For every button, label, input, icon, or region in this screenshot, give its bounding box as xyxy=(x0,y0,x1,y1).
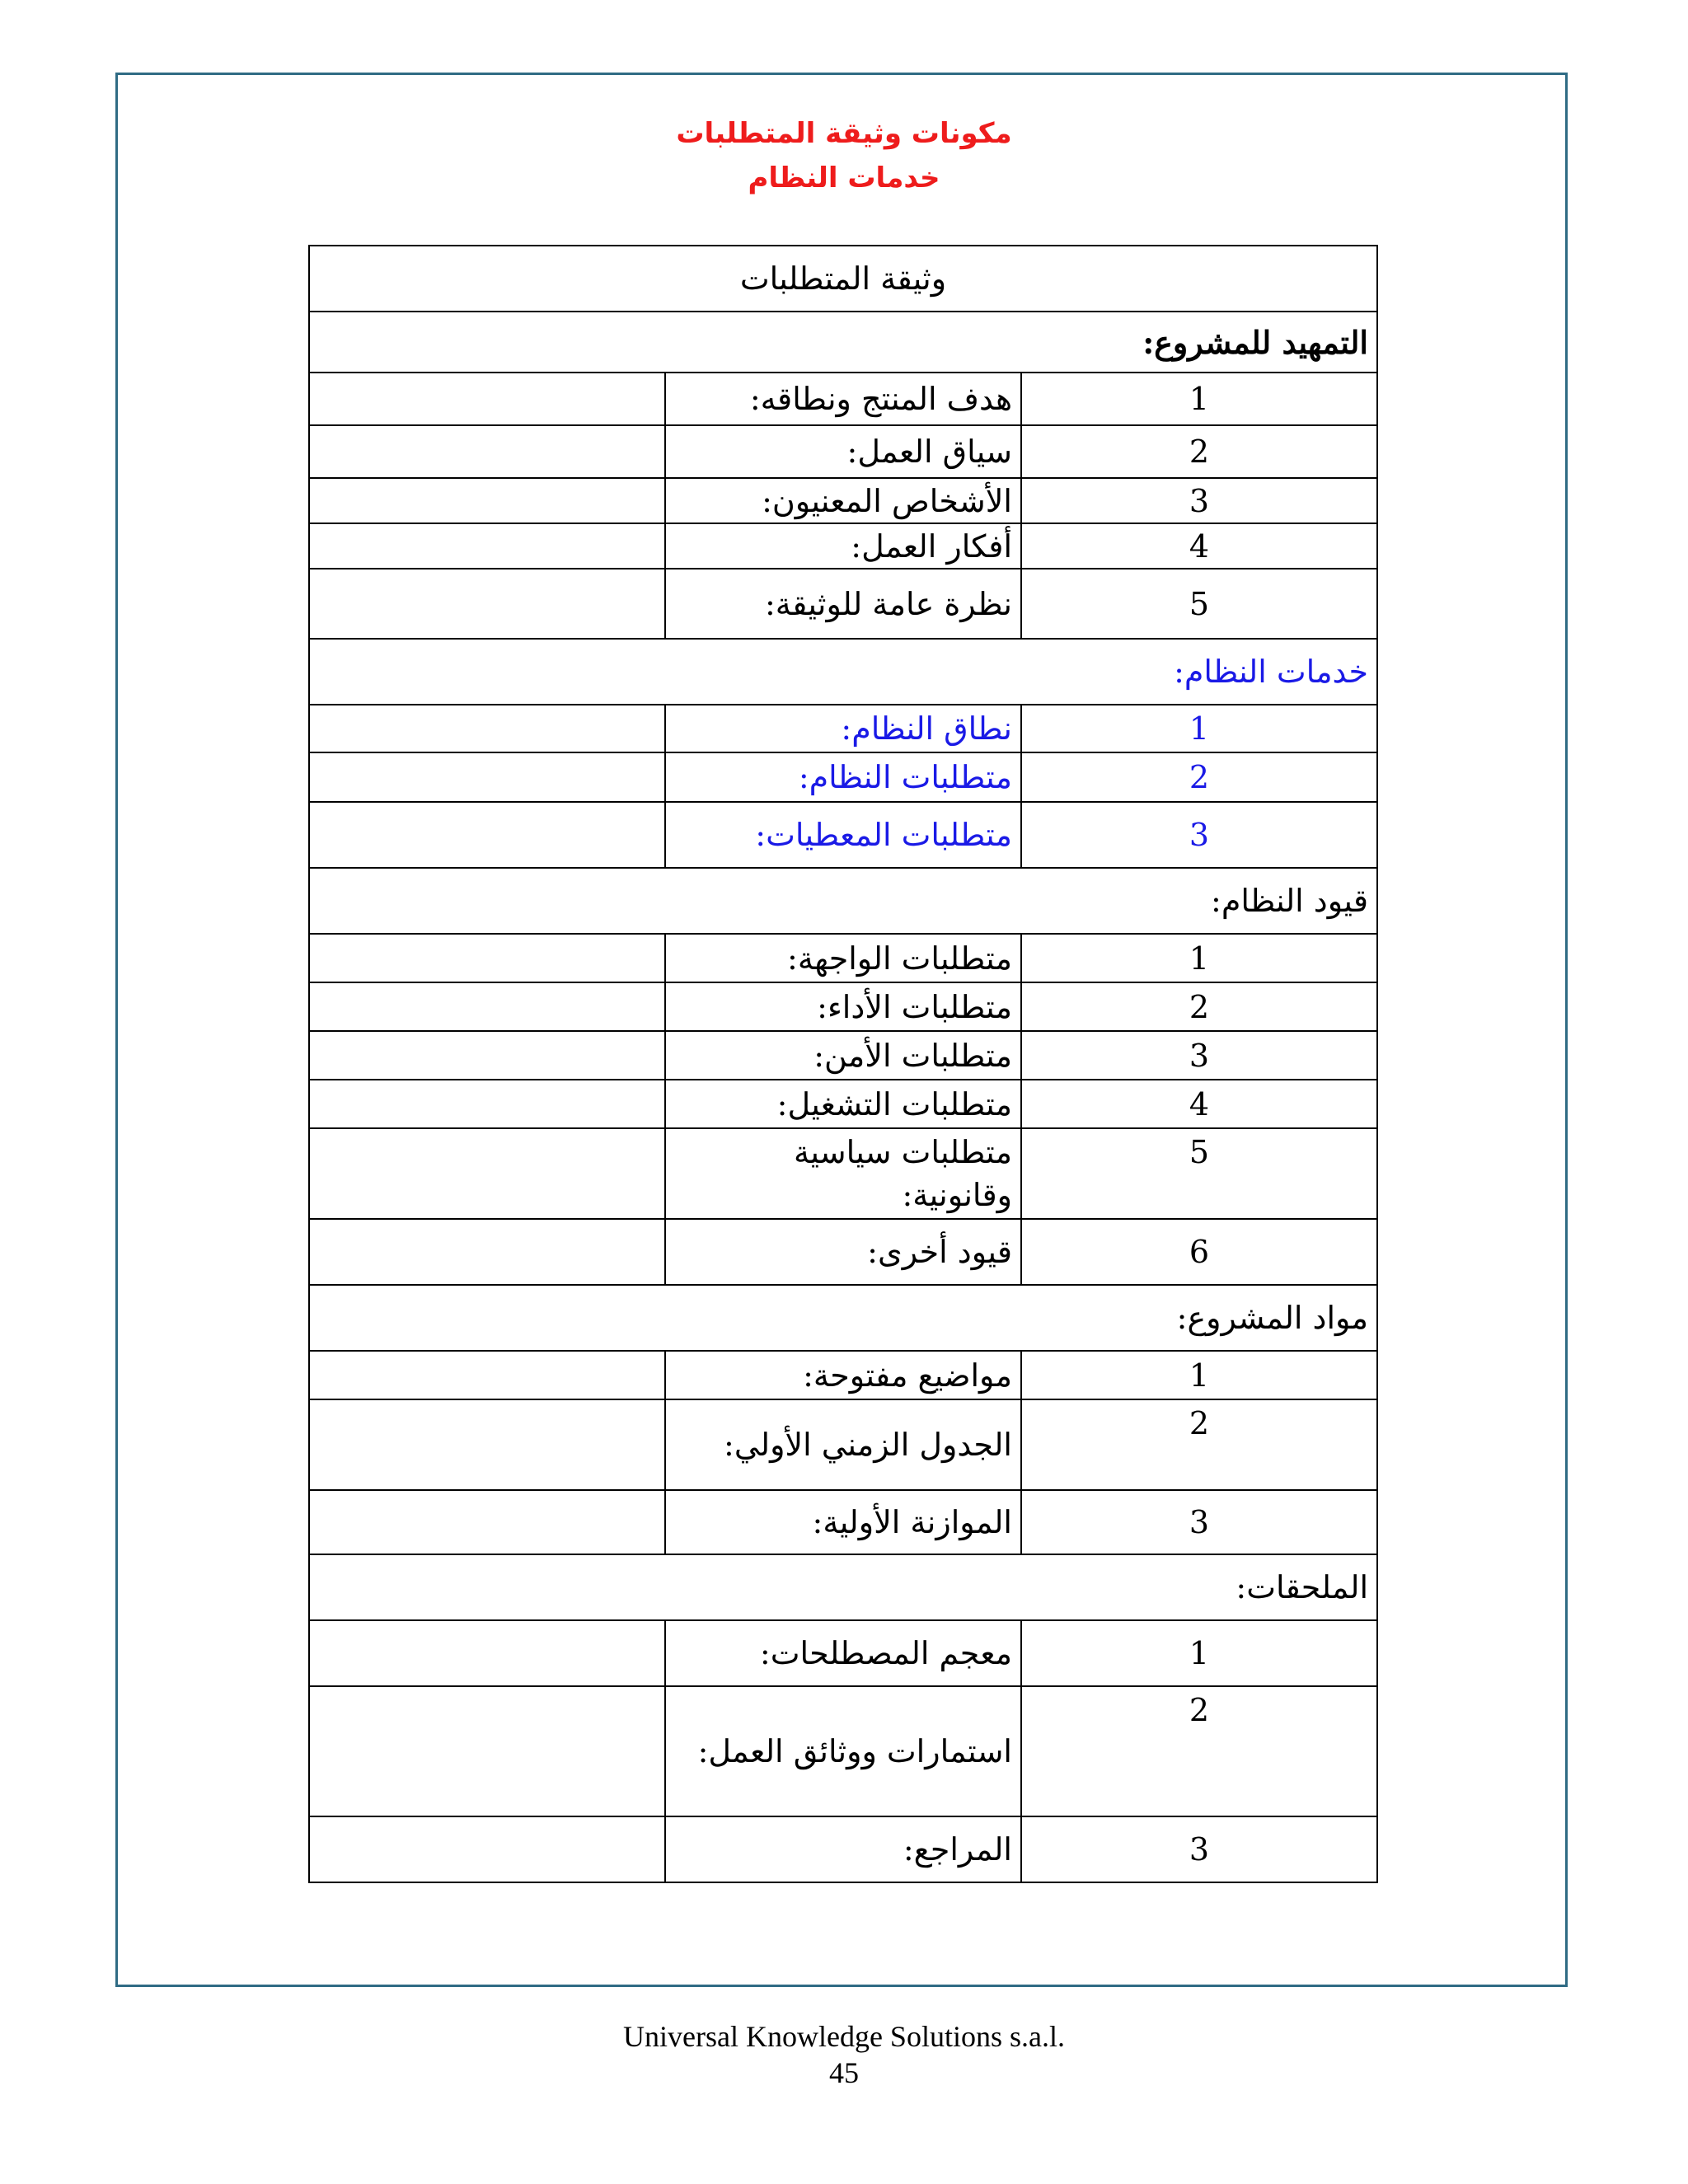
item-number: 5 xyxy=(1021,569,1377,639)
table-row xyxy=(309,1031,1377,1080)
item-label: متطلبات الأمن: xyxy=(665,1031,1021,1080)
table-row xyxy=(309,752,1377,802)
item-value xyxy=(309,1351,665,1399)
item-value xyxy=(309,373,665,425)
item-label: سياق العمل: xyxy=(665,425,1021,478)
item-value xyxy=(309,982,665,1031)
item-value xyxy=(309,802,665,868)
item-value xyxy=(309,934,665,982)
table-row xyxy=(309,425,1377,478)
table-header: وثيقة المتطلبات xyxy=(309,246,1377,312)
table-row xyxy=(309,1351,1377,1399)
item-label: متطلبات سياسية وقانونية: xyxy=(665,1128,1021,1219)
item-number: 2 xyxy=(1021,982,1377,1031)
page-title: مكونات وثيقة المتطلبات xyxy=(676,117,1012,150)
item-number: 3 xyxy=(1021,1490,1377,1554)
table-row xyxy=(309,523,1377,569)
item-label: استمارات ووثائق العمل: xyxy=(665,1686,1021,1816)
item-label: أفكار العمل: xyxy=(665,523,1021,569)
section-heading-project-materials: مواد المشروع: xyxy=(309,1285,1377,1351)
item-label: الموازنة الأولية: xyxy=(665,1490,1021,1554)
item-label: المراجع: xyxy=(665,1816,1021,1882)
item-label: مواضيع مفتوحة: xyxy=(665,1351,1021,1399)
item-label: نظرة عامة للوثيقة: xyxy=(665,569,1021,639)
item-value xyxy=(309,1686,665,1816)
table-row xyxy=(309,802,1377,868)
section-heading-constraints: قيود النظام: xyxy=(309,868,1377,934)
section-heading-intro: التمهيد للمشروع: xyxy=(309,312,1377,373)
item-value xyxy=(309,705,665,752)
item-label: معجم المصطلحات: xyxy=(665,1620,1021,1686)
page-subtitle: خدمات النظام xyxy=(748,162,940,194)
item-value xyxy=(309,569,665,639)
item-value xyxy=(309,1399,665,1490)
requirements-table xyxy=(308,245,1378,1883)
table-row xyxy=(309,1080,1377,1128)
footer-company: Universal Knowledge Solutions s.a.l. xyxy=(623,2020,1065,2053)
item-label: هدف المنتج ونطاقه: xyxy=(665,373,1021,425)
item-value xyxy=(309,478,665,523)
item-value xyxy=(309,1031,665,1080)
item-number: 3 xyxy=(1021,802,1377,868)
item-number: 4 xyxy=(1021,523,1377,569)
page-number: 45 xyxy=(829,2056,859,2089)
table-row xyxy=(309,1620,1377,1686)
item-value xyxy=(309,425,665,478)
table-row xyxy=(309,705,1377,752)
table-row xyxy=(309,373,1377,425)
section-heading-system-services: خدمات النظام: xyxy=(309,639,1377,705)
item-value xyxy=(309,752,665,802)
table-row xyxy=(309,569,1377,639)
table-row xyxy=(309,1219,1377,1285)
item-number: 3 xyxy=(1021,478,1377,523)
table-row xyxy=(309,1128,1377,1219)
item-label: متطلبات النظام: xyxy=(665,752,1021,802)
item-label: قيود أخرى: xyxy=(665,1219,1021,1285)
item-number: 2 xyxy=(1021,752,1377,802)
table-row xyxy=(309,1816,1377,1882)
item-label: متطلبات التشغيل: xyxy=(665,1080,1021,1128)
item-value xyxy=(309,1219,665,1285)
table-row xyxy=(309,1686,1377,1816)
item-label: متطلبات الأداء: xyxy=(665,982,1021,1031)
item-number: 1 xyxy=(1021,934,1377,982)
item-value xyxy=(309,1620,665,1686)
item-label: نطاق النظام: xyxy=(665,705,1021,752)
item-value xyxy=(309,1816,665,1882)
item-number: 1 xyxy=(1021,373,1377,425)
table-row xyxy=(309,1490,1377,1554)
item-number: 5 xyxy=(1021,1128,1377,1219)
item-value xyxy=(309,1080,665,1128)
item-number: 1 xyxy=(1021,1351,1377,1399)
item-number: 3 xyxy=(1021,1031,1377,1080)
item-number: 2 xyxy=(1021,1686,1377,1816)
table-row xyxy=(309,934,1377,982)
item-number: 4 xyxy=(1021,1080,1377,1128)
item-value xyxy=(309,1490,665,1554)
section-heading-appendices: الملحقات: xyxy=(309,1554,1377,1620)
table-row xyxy=(309,478,1377,523)
item-number: 6 xyxy=(1021,1219,1377,1285)
item-number: 2 xyxy=(1021,1399,1377,1490)
item-label: الأشخاص المعنيون: xyxy=(665,478,1021,523)
item-label: متطلبات المعطيات: xyxy=(665,802,1021,868)
item-number: 1 xyxy=(1021,1620,1377,1686)
item-value xyxy=(309,1128,665,1219)
item-number: 3 xyxy=(1021,1816,1377,1882)
item-number: 2 xyxy=(1021,425,1377,478)
item-value xyxy=(309,523,665,569)
table-row xyxy=(309,1399,1377,1490)
item-label: متطلبات الواجهة: xyxy=(665,934,1021,982)
table-row xyxy=(309,982,1377,1031)
item-number: 1 xyxy=(1021,705,1377,752)
item-label: الجدول الزمني الأولي: xyxy=(665,1399,1021,1490)
